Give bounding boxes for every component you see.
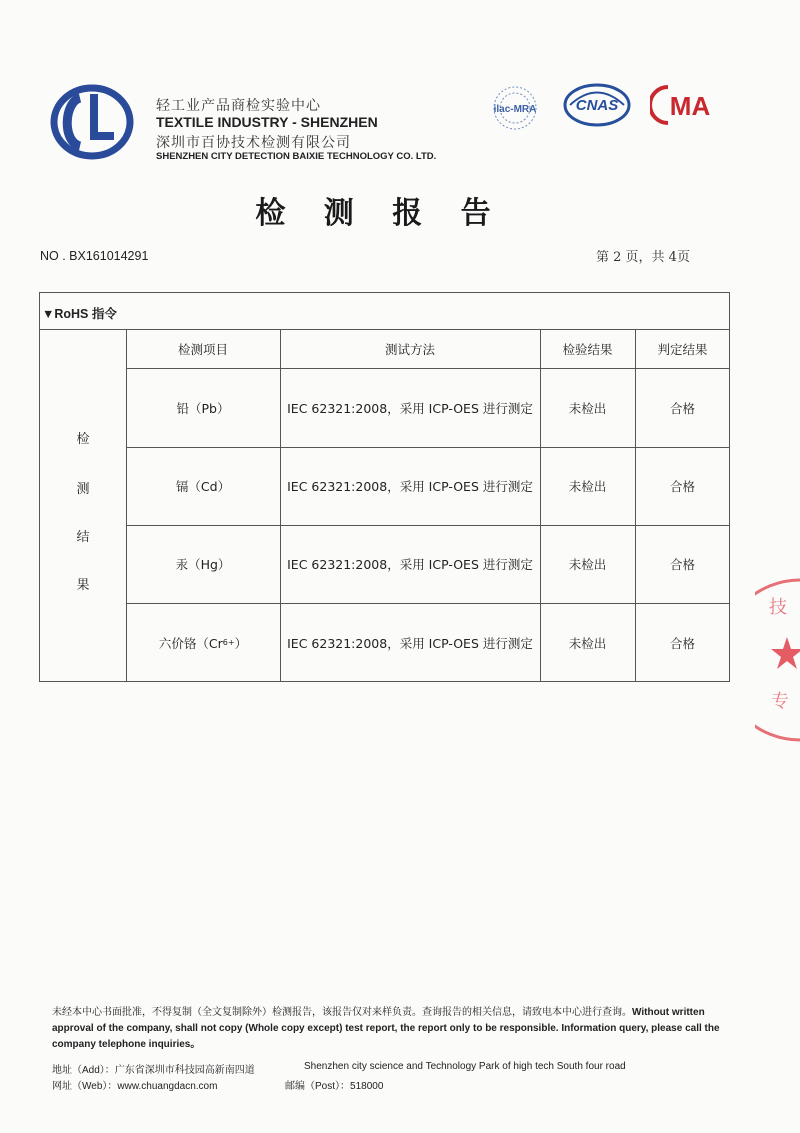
side-label-char: 结 [76,530,90,545]
cma-logo-text: MA [669,91,711,121]
item-suffix: ） [234,635,248,651]
cnas-logo-icon [562,82,632,128]
table-cell-judgement: 合格 [669,479,695,494]
table-cell-result: 未检出 [568,557,607,572]
item-prefix: 六价铬（Cr [158,635,223,651]
table-cell-judgement: 合格 [669,557,695,572]
address-label: 地址（Add）：广东省深圳市科技园高新南四道 [52,1065,255,1076]
postcode-label: 邮编（Post）：518000 [285,1081,384,1092]
footer-disclaimer [52,1005,732,1053]
table-cell-item: 镉（Cd） [175,479,231,494]
org-name-cn-1: 轻工业产品商检实验中心 [156,98,321,114]
table-cell-method: IEC 62321:2008，采用 ICP-OES 进行测定 [287,635,533,651]
side-label-char: 测 [76,482,90,497]
table-cell-method: IEC 62321:2008，采用 ICP-OES 进行测定 [287,400,533,416]
column-header-method: 测试方法 [384,342,435,357]
section-label: ▼RoHS 指令 [42,307,117,321]
table-cell-item: 铅（Pb） [176,400,230,416]
table-cell-result: 未检出 [568,479,607,494]
ilac-logo-text: ilac-MRA [493,104,537,115]
svg-text:专: 专 [771,691,789,712]
org-name-cn-2: 深圳市百协技术检测有限公司 [156,135,351,151]
table-cell-judgement: 合格 [669,635,695,651]
company-logo-icon [50,84,134,160]
table-section-header [39,292,730,330]
cma-logo-icon [650,83,716,127]
website-label: 网址（Web）：www.chuangdacn.com [52,1081,218,1092]
red-seal-stamp-icon [755,575,800,745]
disclaimer-en: Without written approval of the company, shall not copy (Whole copy except) test report, the report only to be responsible. Information query, please call the company telephone inquiries。 [52,1007,720,1050]
table-cell-item [126,603,280,682]
org-name-en-1: TEXTILE INDUSTRY - SHENZHEN [156,114,378,130]
table-cell-result: 未检出 [568,400,607,416]
column-header-result: 检验结果 [562,342,613,357]
cnas-logo-text: CNAS [575,97,619,114]
org-name-en-2: SHENZHEN CITY DETECTION BAIXIE TECHNOLOGY CO. LTD. [156,151,437,162]
report-number: NO . BX161014291 [40,249,149,263]
ilac-mra-logo-icon [485,84,545,132]
table-cell-result: 未检出 [568,635,607,651]
svg-text:技: 技 [769,597,787,618]
address-english: Shenzhen city science and Technology Park of high tech South four road [304,1061,626,1072]
disclaimer-cn: 未经本中心书面批准，不得复制（全文复制除外）检测报告，该报告仅对来样负责。查询报告的相关信息，请致电本中心进行查询。 [52,1007,632,1018]
page-indicator: 第 2 页，共 4页 [596,250,690,265]
column-header-judgement: 判定结果 [657,342,708,357]
table-cell-item: 汞（Hg） [175,557,231,572]
column-header-item: 检测项目 [177,342,228,357]
page-title: 检 测 报 告 [255,196,505,231]
side-label-char: 检 [76,432,90,447]
side-label-char: 果 [76,578,90,593]
item-superscript: 6+ [222,638,235,647]
table-cell-judgement: 合格 [669,400,695,416]
table-cell-method: IEC 62321:2008，采用 ICP-OES 进行测定 [287,479,533,494]
table-cell-method: IEC 62321:2008，采用 ICP-OES 进行测定 [287,557,533,572]
